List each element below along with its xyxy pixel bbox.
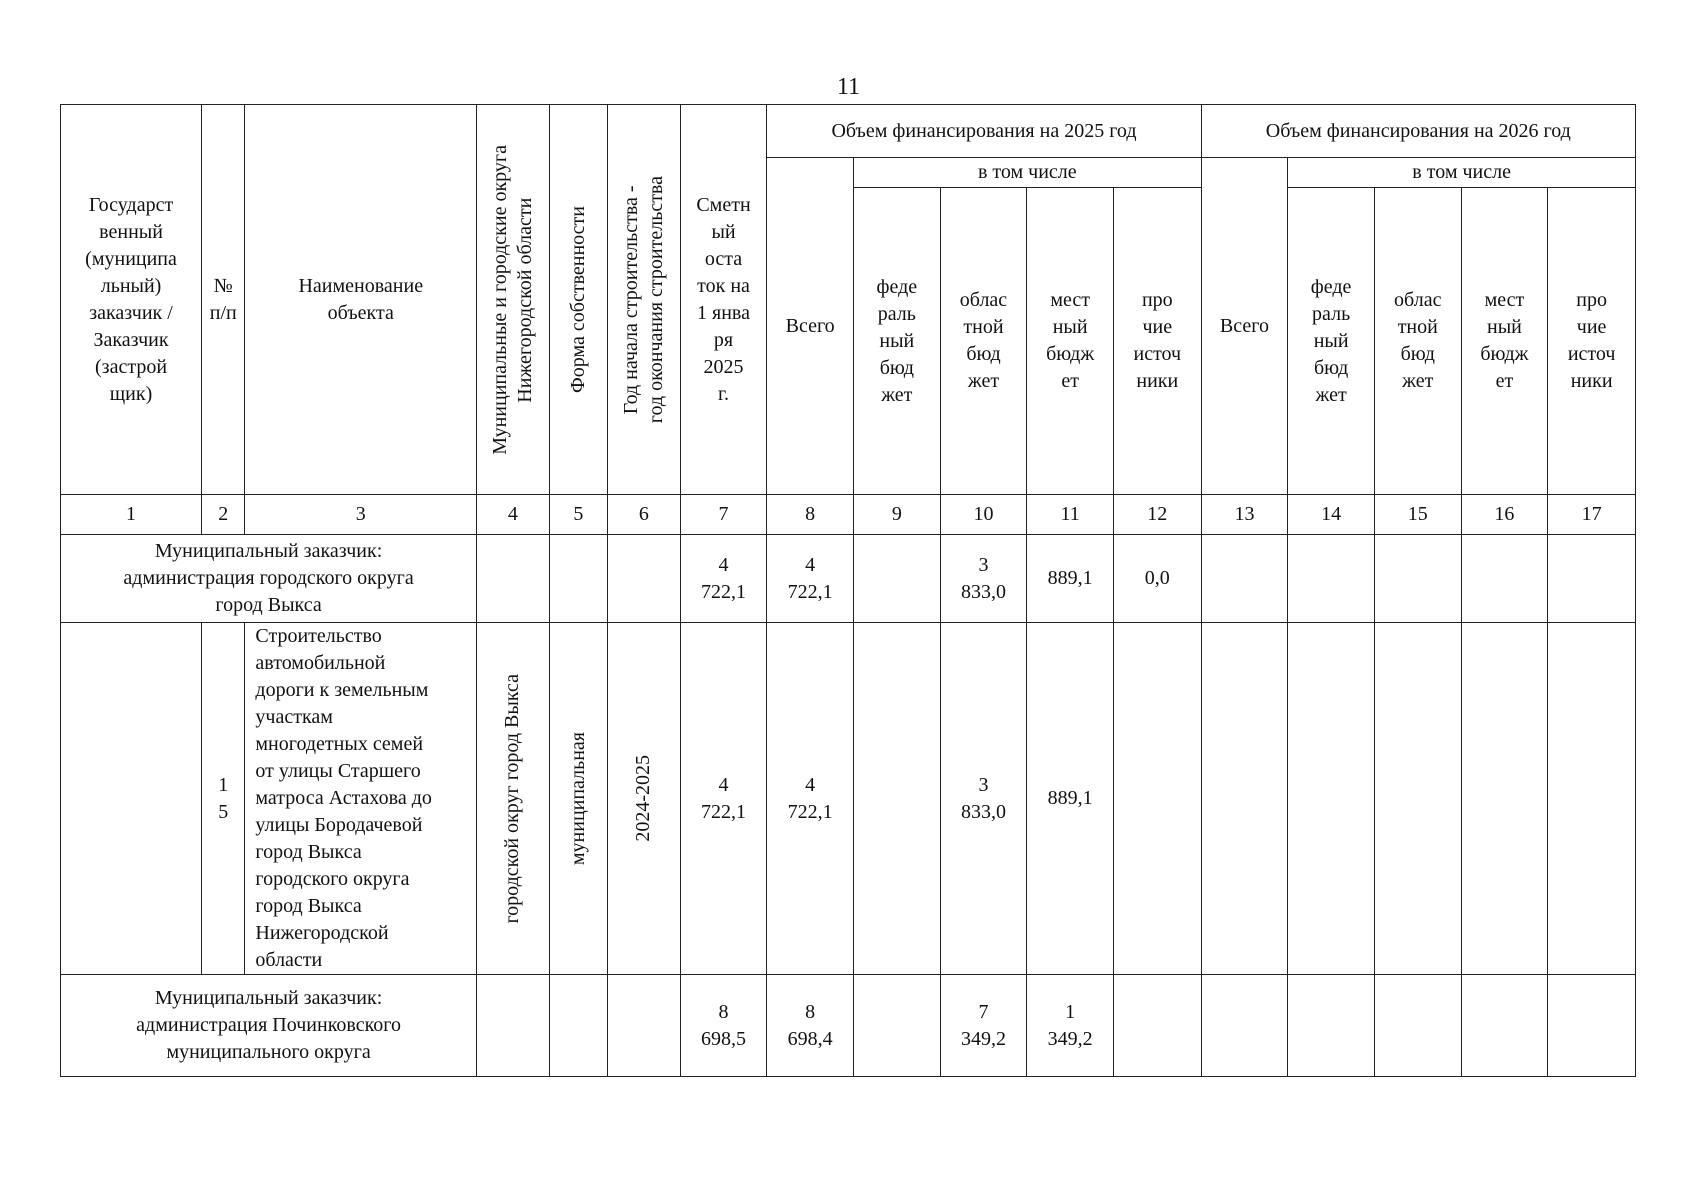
column-number: 2 (202, 495, 245, 535)
other-2025-cell (1113, 975, 1201, 1077)
header-federal-2025: феде раль ный бюд жет (854, 188, 941, 495)
column-number: 6 (608, 495, 681, 535)
ownership-cell (549, 623, 607, 975)
empty-cell (1461, 975, 1548, 1077)
empty-cell (1201, 623, 1288, 975)
empty-cell (608, 535, 681, 623)
total-2025-cell: 4 722,1 (767, 535, 854, 623)
empty-cell (1374, 535, 1461, 623)
empty-cell (1548, 623, 1636, 975)
header-ownership-text: Форма собственности (566, 206, 589, 393)
header-financing-2026: Объем финансирования на 2026 год (1201, 105, 1635, 158)
local-2025-cell: 889,1 (1027, 535, 1114, 623)
header-total-2026: Всего (1201, 158, 1288, 495)
row-number-cell: 1 5 (202, 623, 245, 975)
total-2025-cell: 4 722,1 (767, 623, 854, 975)
object-name-cell: Строительство автомобильной дороги к земельным участкам многодетных семей от улицы Старшего матроса Астахова до улицы Бородачевой город Выкса городского округа город Выкса Нижегородской области (245, 623, 477, 975)
column-number: 13 (1201, 495, 1288, 535)
customer-cell: Муниципальный заказчик: администрация Починковского муниципального округа (61, 975, 477, 1077)
column-number: 15 (1374, 495, 1461, 535)
empty-cell (477, 975, 550, 1077)
empty-cell (1201, 535, 1288, 623)
table-row (61, 975, 1636, 1077)
column-number: 4 (477, 495, 550, 535)
header-other-2025: про чие источ ники (1113, 188, 1201, 495)
table-row (61, 623, 1636, 975)
header-object-name: Наименование объекта (245, 105, 477, 495)
financing-table (60, 104, 1636, 1077)
header-local-2026: мест ный бюдж ет (1461, 188, 1548, 495)
column-number: 14 (1288, 495, 1375, 535)
header-total-2025: Всего (767, 158, 854, 495)
ownership-text: муниципальная (566, 731, 589, 866)
empty-cell (1113, 623, 1201, 975)
regional-2025-cell: 3 833,0 (940, 535, 1027, 623)
empty-cell (477, 535, 550, 623)
years-cell (608, 623, 681, 975)
total-2025-cell: 8 698,4 (767, 975, 854, 1077)
empty-cell (1374, 975, 1461, 1077)
local-2025-cell: 1 349,2 (1027, 975, 1114, 1077)
empty-cell (854, 623, 941, 975)
header-ownership (549, 105, 607, 495)
header-customer: Государст венный (муниципа льный) заказчик / Заказчик (застрой щик) (61, 105, 202, 495)
header-years-line2: год окончания строительства (644, 175, 667, 424)
empty-cell (61, 623, 202, 975)
estimated-balance-cell: 8 698,5 (680, 975, 767, 1077)
empty-cell (549, 535, 607, 623)
empty-cell (1288, 535, 1375, 623)
header-local-2025: мест ный бюдж ет (1027, 188, 1114, 495)
customer-cell: Муниципальный заказчик: администрация городского округа город Выкса (61, 535, 477, 623)
empty-cell (1201, 975, 1288, 1077)
estimated-balance-cell: 4 722,1 (680, 535, 767, 623)
header-including-2025: в том числе (854, 158, 1202, 188)
empty-cell (1548, 535, 1636, 623)
empty-cell (1374, 623, 1461, 975)
header-financing-2025: Объем финансирования на 2025 год (767, 105, 1201, 158)
regional-2025-cell: 7 349,2 (940, 975, 1027, 1077)
header-other-2026: про чие источ ники (1548, 188, 1636, 495)
header-including-2026: в том числе (1288, 158, 1636, 188)
column-number: 12 (1113, 495, 1201, 535)
header-number: № п/п (202, 105, 245, 495)
header-district-line2: Нижегородской области (513, 196, 536, 403)
page-number: 11 (836, 74, 861, 100)
column-number: 10 (940, 495, 1027, 535)
empty-cell (549, 975, 607, 1077)
column-number: 16 (1461, 495, 1548, 535)
header-federal-2026: феде раль ный бюд жет (1288, 188, 1375, 495)
estimated-balance-cell: 4 722,1 (680, 623, 767, 975)
empty-cell (1461, 623, 1548, 975)
empty-cell (1288, 623, 1375, 975)
header-row (61, 105, 1636, 158)
regional-2025-cell: 3 833,0 (940, 623, 1027, 975)
header-district (477, 105, 550, 495)
column-number: 8 (767, 495, 854, 535)
other-2025-cell: 0,0 (1113, 535, 1201, 623)
header-years-line1: Год начала строительства - (619, 185, 642, 414)
header-estimated-balance: Сметн ый оста ток на 1 янва ря 2025 г. (680, 105, 767, 495)
header-district-line1: Муниципальные и городские округа (488, 144, 511, 455)
column-number: 7 (680, 495, 767, 535)
district-text: городской округ город Выкса (501, 673, 524, 924)
column-number-row (61, 495, 1636, 535)
local-2025-cell: 889,1 (1027, 623, 1114, 975)
table-row (61, 535, 1636, 623)
header-years (608, 105, 681, 495)
header-regional-2026: облас тной бюд жет (1374, 188, 1461, 495)
column-number: 5 (549, 495, 607, 535)
district-cell (477, 623, 550, 975)
column-number: 9 (854, 495, 941, 535)
column-number: 3 (245, 495, 477, 535)
column-number: 11 (1027, 495, 1114, 535)
federal-2025-cell (854, 535, 941, 623)
column-number: 1 (61, 495, 202, 535)
empty-cell (1461, 535, 1548, 623)
years-text: 2024-2025 (632, 755, 655, 842)
empty-cell (608, 975, 681, 1077)
column-number: 17 (1548, 495, 1636, 535)
empty-cell (1288, 975, 1375, 1077)
federal-2025-cell (854, 975, 941, 1077)
empty-cell (1548, 975, 1636, 1077)
header-regional-2025: облас тной бюд жет (940, 188, 1027, 495)
